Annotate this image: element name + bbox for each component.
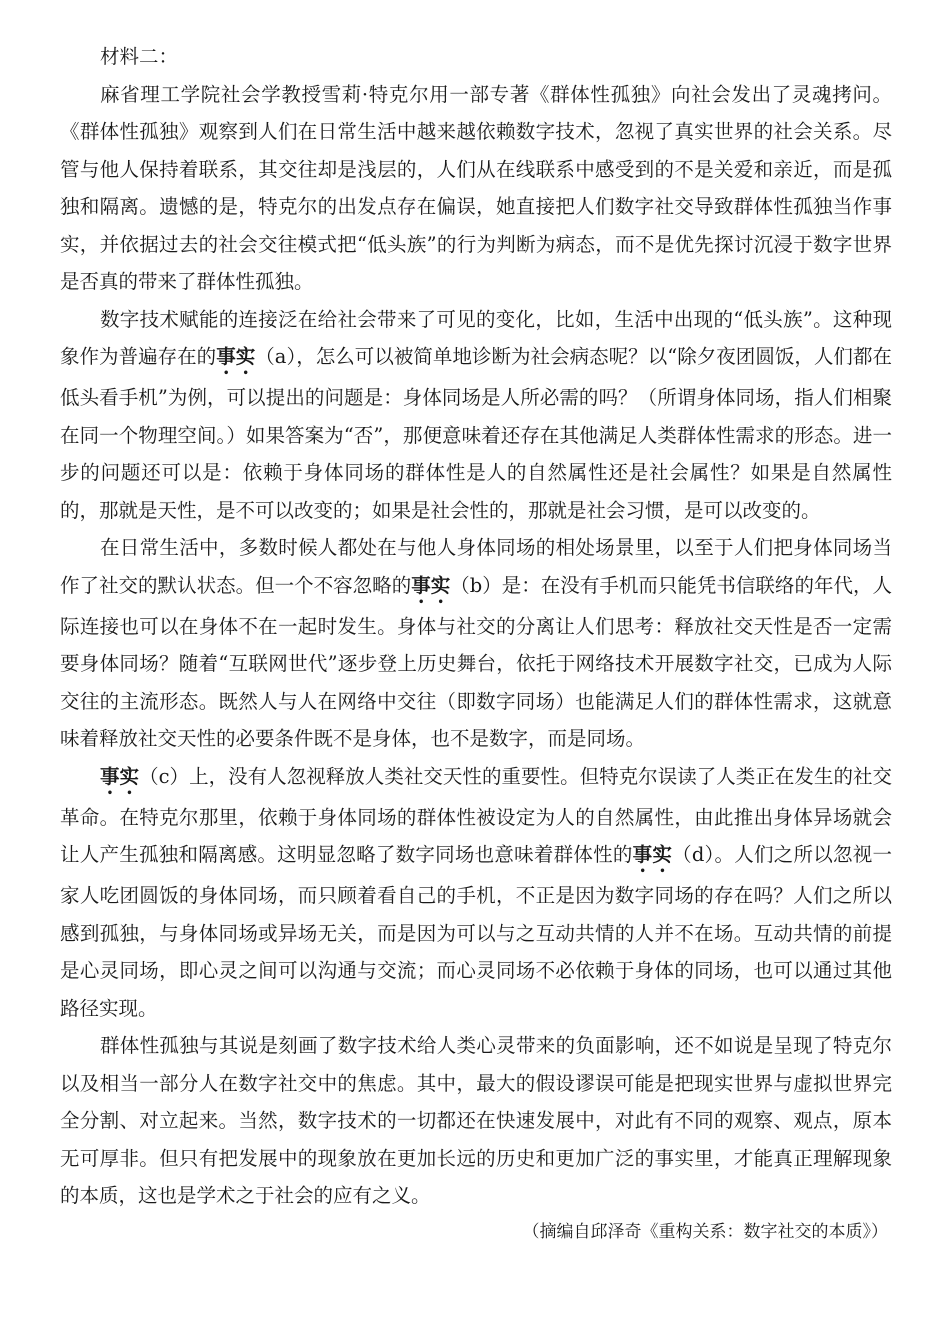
paragraph-2-text-a: 数字技术赋能的连接泛在给社会带来了可见的变化，比如，生活中出现的“低头族”。这种现象作为普遍存在的 <box>60 307 892 368</box>
section-heading: 材料二： <box>100 45 179 68</box>
paragraph-4 <box>60 758 892 1028</box>
paragraph-2-text-b: （a），怎么可以被简单地诊断为社会病态呢？以“除夕夜团圆饭，人们都在低头看手机”为例，可以提出的问题是：身体同场是人所必需的吗？（所谓身体同场，指人们相聚在同一个物理空间。）如果答案为“否”，那便意味着还存在其他满足人类群体性需求的形态。进一步的问题还可以是：依赖于身体同场的群体性是人的自然属性还是社会属性？如果是自然属性的，那就是天性，是不可以改变的；如果是社会性的，那就是社会习惯，是可以改变的。 <box>60 345 892 522</box>
paragraph-5: 群体性孤独与其说是刻画了数字技术给人类心灵带来的负面影响，还不如说是呈现了特克尔以及相当一部分人在数字社交中的焦虑。其中，最大的假设谬误可能是把现实世界与虚拟世界完全分割、对立起来。当然，数字技术的一切都还在快速发展中，对此有不同的观察、观点，原本无可厚非。但只有把发展中的现象放在更加长远的历史和更加广泛的事实里，才能真正理解现象的本质，这也是学术之于社会的应有之义。 <box>60 1034 892 1207</box>
fact-d-emphasis: 事实 <box>632 843 673 866</box>
paragraph-3 <box>60 529 892 758</box>
paragraph-3-text-b: （b）是：在没有手机而只能凭书信联络的年代，人际连接也可以在身体不在一起时发生。身体与社交的分离让人们思考：释放社交天性是否一定需要身体同场？随着“互联网世代”逐步登上历史舞台，依托于网络技术开展数字社交，已成为人际交往的主流形态。既然人与人在网络中交往（即数字同场）也能满足人们的群体性需求，这就意味着释放社交天性的必要条件既不是身体，也不是数字，而是同场。 <box>60 573 892 750</box>
fact-a-emphasis: 事实 <box>216 345 256 368</box>
fact-c-emphasis: 事实 <box>100 764 140 788</box>
source-citation: （摘编自邱泽奇《重构关系：数字社交的本质》） <box>522 1221 888 1242</box>
paragraph-4-text-a: （c）上，没有人忽视释放人类社交天性的重要性。但特克尔误读了人类正在发生的社交革命。在特克尔那里，依赖于身体同场的群体性被设定为人的自然属性，由此推出身体异场就会让人产生孤独和隔离感。这明显忽略了数字同场也意味着群体性的 <box>60 764 892 866</box>
document-page <box>60 38 892 1249</box>
fact-b-emphasis: 事实 <box>411 573 451 597</box>
paragraph-4-text-b: （d）。人们之所以忽视一家人吃团圆饭的身体同场，而只顾着看自己的手机，不正是因为数字同场的存在吗？人们之所以感到孤独，与身体同场或异场无关，而是因为可以与之互动共情的人并不在场。互动共情的前提是心灵同场，即心灵之间可以沟通与交流；而心灵同场不必依赖于身体的同场，也可以通过其他路径实现。 <box>60 843 892 1020</box>
paragraph-2 <box>60 301 892 530</box>
paragraph-3-text-a: 在日常生活中，多数时候人都处在与他人身体同场的相处场景里，以至于人们把身体同场当作了社交的默认状态。但一个不容忽略的 <box>60 536 892 597</box>
paragraph-1: 麻省理工学院社会学教授雪莉·特克尔用一部专著《群体性孤独》向社会发出了灵魂拷问。《群体性孤独》观察到人们在日常生活中越来越依赖数字技术，忽视了真实世界的社会关系。尽管与他人保持着联系，其交往却是浅层的，人们从在线联系中感受到的不是关爱和亲近，而是孤独和隔离。遗憾的是，特克尔的出发点存在偏误，她直接把人们数字社交导致群体性孤独当作事实，并依据过去的社会交往模式把“低头族”的行为判断为病态，而不是优先探讨沉浸于数字世界是否真的带来了群体性孤独。 <box>60 82 892 293</box>
